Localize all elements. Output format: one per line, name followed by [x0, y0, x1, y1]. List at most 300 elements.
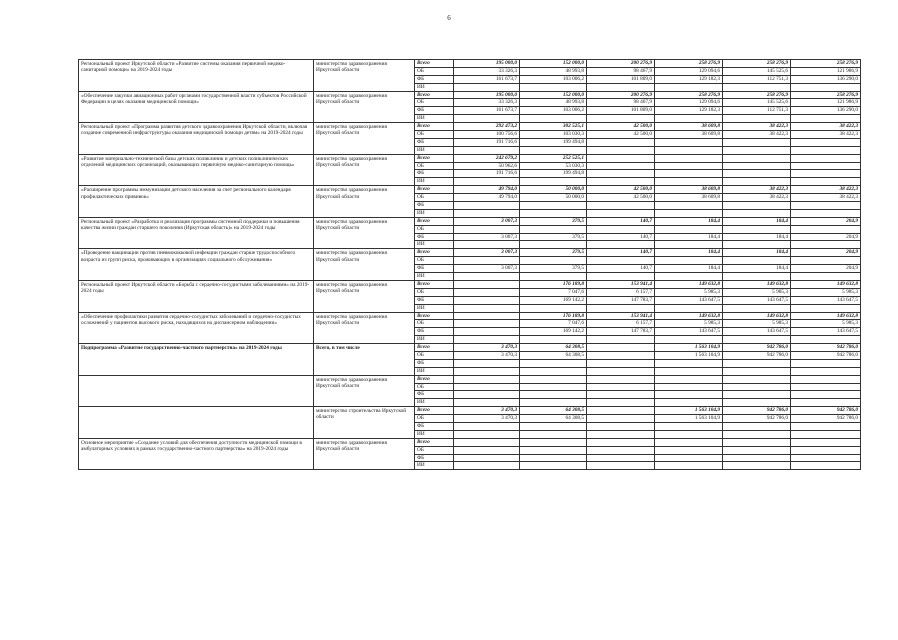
table-row [79, 344, 861, 352]
funding-source-cell: ФБ [415, 170, 454, 178]
activity-name-cell [79, 375, 314, 407]
amount-cell [655, 115, 723, 123]
amount-cell [655, 209, 723, 217]
amount-cell [587, 202, 655, 210]
funding-source-cell: ОБ [415, 383, 454, 391]
amount-cell [520, 178, 587, 186]
amount-cell: 152 000,0 [520, 91, 587, 99]
amount-cell [791, 438, 861, 446]
table-row [79, 407, 861, 415]
amount-cell: 5 985,3 [723, 320, 791, 328]
amount-cell: 184,4 [655, 233, 723, 241]
amount-cell [791, 446, 861, 454]
responsible-executor-cell: министерство здравоохранения Иркутской области [314, 438, 415, 470]
amount-cell [520, 391, 587, 399]
funding-source-cell: Всего [415, 217, 454, 225]
responsible-executor-cell: министерство здравоохранения Иркутской области [314, 312, 415, 344]
amount-cell [723, 391, 791, 399]
amount-cell [723, 146, 791, 154]
amount-cell: 98 467,9 [587, 67, 655, 75]
amount-cell [454, 375, 520, 383]
funding-source-cell: Всего [415, 312, 454, 320]
amount-cell [723, 454, 791, 462]
funding-source-cell: ИИ [415, 273, 454, 281]
amount-cell: 50 000,0 [520, 186, 587, 194]
funding-source-cell: ФБ [415, 328, 454, 336]
amount-cell [454, 178, 520, 186]
amount-cell [520, 304, 587, 312]
amount-cell: 112 751,3 [723, 107, 791, 115]
table-row [79, 312, 861, 320]
amount-cell: 64 308,5 [520, 344, 587, 352]
amount-cell [454, 115, 520, 123]
funding-source-cell: ФБ [415, 107, 454, 115]
funding-source-cell: Всего [415, 249, 454, 257]
amount-cell [723, 138, 791, 146]
amount-cell: 38 422,3 [723, 123, 791, 131]
amount-cell [791, 170, 861, 178]
amount-cell [587, 241, 655, 249]
amount-cell: 38 609,8 [655, 131, 723, 139]
amount-cell [520, 430, 587, 438]
amount-cell [655, 225, 723, 233]
amount-cell [723, 115, 791, 123]
amount-cell [587, 257, 655, 265]
amount-cell: 143 647,5 [791, 296, 861, 304]
amount-cell [655, 399, 723, 407]
amount-cell [587, 162, 655, 170]
amount-cell: 121 986,9 [791, 99, 861, 107]
amount-cell: 64 308,5 [520, 351, 587, 359]
amount-cell: 145 525,6 [723, 99, 791, 107]
funding-source-cell: Всего [415, 344, 454, 352]
funding-source-cell: ФБ [415, 391, 454, 399]
amount-cell: 140,7 [587, 249, 655, 257]
amount-cell [454, 312, 520, 320]
funding-source-cell: ФБ [415, 138, 454, 146]
amount-cell [791, 138, 861, 146]
amount-cell: 3 470,3 [454, 407, 520, 415]
amount-cell: 942 786,0 [723, 407, 791, 415]
amount-cell: 3 470,3 [454, 415, 520, 423]
activity-name-cell: «Расширение программы иммунизации детского населения за счет регионального календаря профилактических прививок» [79, 186, 314, 218]
amount-cell [520, 225, 587, 233]
amount-cell [587, 415, 655, 423]
amount-cell [791, 399, 861, 407]
funding-source-cell: Всего [415, 438, 454, 446]
amount-cell [454, 446, 520, 454]
amount-cell [791, 359, 861, 367]
amount-cell [587, 462, 655, 470]
amount-cell [454, 367, 520, 375]
funding-source-cell: ОБ [415, 67, 454, 75]
amount-cell: 191 716,6 [454, 170, 520, 178]
amount-cell [454, 359, 520, 367]
activity-name-cell: «Проведение вакцинации против пневмококковой инфекции граждан старше трудоспособного возраста из групп риска, проживающих в организациях социального обслуживания» [79, 249, 314, 281]
amount-cell [587, 178, 655, 186]
amount-cell: 149 632,8 [655, 280, 723, 288]
amount-cell: 6 157,7 [587, 288, 655, 296]
amount-cell: 53 030,3 [520, 162, 587, 170]
amount-cell [655, 273, 723, 281]
amount-cell [655, 430, 723, 438]
amount-cell [587, 273, 655, 281]
amount-cell: 200 276,9 [587, 91, 655, 99]
amount-cell: 169 142,2 [520, 296, 587, 304]
amount-cell: 38 422,3 [723, 186, 791, 194]
amount-cell [587, 351, 655, 359]
amount-cell: 143 647,5 [655, 328, 723, 336]
amount-cell: 149 632,8 [791, 312, 861, 320]
amount-cell [587, 375, 655, 383]
amount-cell [454, 320, 520, 328]
amount-cell: 204,9 [791, 265, 861, 273]
table-row [79, 375, 861, 383]
amount-cell: 942 786,0 [723, 351, 791, 359]
amount-cell: 121 986,9 [791, 67, 861, 75]
funding-source-cell: Всего [415, 60, 454, 68]
amount-cell: 38 609,8 [655, 194, 723, 202]
funding-source-cell: ОБ [415, 351, 454, 359]
amount-cell [587, 454, 655, 462]
amount-cell [520, 241, 587, 249]
funding-source-cell: ИИ [415, 399, 454, 407]
funding-source-cell: ИИ [415, 304, 454, 312]
amount-cell: 200 276,9 [587, 60, 655, 68]
amount-cell [723, 462, 791, 470]
amount-cell [454, 454, 520, 462]
funding-source-cell: Всего [415, 375, 454, 383]
amount-cell: 38 422,3 [791, 186, 861, 194]
amount-cell: 7 047,6 [520, 320, 587, 328]
amount-cell: 184,4 [655, 265, 723, 273]
amount-cell [454, 422, 520, 430]
funding-source-cell: ФБ [415, 265, 454, 273]
amount-cell [655, 438, 723, 446]
amount-cell [454, 288, 520, 296]
amount-cell [655, 83, 723, 91]
amount-cell [520, 257, 587, 265]
amount-cell [520, 462, 587, 470]
amount-cell [655, 138, 723, 146]
amount-cell [454, 462, 520, 470]
amount-cell [791, 430, 861, 438]
amount-cell [723, 154, 791, 162]
amount-cell: 942 786,0 [791, 344, 861, 352]
activity-name-cell: Региональный проект «Программа развития детского здравоохранения Иркутской области, включая создание современной инфраструктуры оказания медицинской помощи детям» на 2019-2024 годы [79, 123, 314, 155]
amount-cell [791, 241, 861, 249]
amount-cell [587, 422, 655, 430]
amount-cell: 184,4 [723, 217, 791, 225]
amount-cell: 153 941,4 [587, 312, 655, 320]
amount-cell [587, 170, 655, 178]
amount-cell [723, 399, 791, 407]
amount-cell [587, 446, 655, 454]
amount-cell: 129 182,3 [655, 107, 723, 115]
amount-cell [723, 375, 791, 383]
amount-cell: 1 563 104,9 [655, 351, 723, 359]
funding-source-cell: ОБ [415, 415, 454, 423]
amount-cell [723, 225, 791, 233]
amount-cell [723, 273, 791, 281]
amount-cell: 3 470,3 [454, 344, 520, 352]
amount-cell [587, 83, 655, 91]
amount-cell: 184,4 [655, 249, 723, 257]
amount-cell [791, 115, 861, 123]
amount-cell: 1 563 104,9 [655, 407, 723, 415]
amount-cell [587, 438, 655, 446]
amount-cell: 199 494,8 [520, 170, 587, 178]
amount-cell: 5 985,3 [655, 288, 723, 296]
amount-cell [723, 304, 791, 312]
amount-cell: 252 525,1 [520, 154, 587, 162]
amount-cell: 942 786,0 [791, 351, 861, 359]
responsible-executor-cell: министерство здравоохранения Иркутской области [314, 186, 415, 218]
amount-cell: 49 794,0 [454, 186, 520, 194]
amount-cell [723, 257, 791, 265]
responsible-executor-cell: министерство здравоохранения Иркутской области [314, 91, 415, 123]
funding-source-cell: ИИ [415, 83, 454, 91]
amount-cell [520, 383, 587, 391]
amount-cell: 143 647,5 [723, 296, 791, 304]
funding-source-cell: Всего [415, 407, 454, 415]
funding-source-cell: ОБ [415, 194, 454, 202]
amount-cell: 161 673,7 [454, 107, 520, 115]
amount-cell: 258 276,9 [723, 60, 791, 68]
amount-cell: 38 609,8 [655, 186, 723, 194]
amount-cell: 64 308,5 [520, 415, 587, 423]
amount-cell: 258 276,9 [791, 60, 861, 68]
amount-cell: 48 993,8 [520, 67, 587, 75]
amount-cell: 147 783,7 [587, 296, 655, 304]
funding-source-cell: ОБ [415, 99, 454, 107]
amount-cell: 3 470,3 [454, 351, 520, 359]
amount-cell: 204,9 [791, 217, 861, 225]
amount-cell: 49 794,0 [454, 194, 520, 202]
amount-cell: 1 563 104,9 [655, 344, 723, 352]
amount-cell: 7 047,6 [520, 288, 587, 296]
amount-cell: 103 006,2 [520, 107, 587, 115]
amount-cell: 38 422,3 [791, 123, 861, 131]
funding-source-cell: Всего [415, 186, 454, 194]
amount-cell [587, 336, 655, 344]
funding-source-cell: Всего [415, 91, 454, 99]
amount-cell [520, 446, 587, 454]
amount-cell [587, 359, 655, 367]
amount-cell [454, 336, 520, 344]
table-row [79, 123, 861, 131]
amount-cell: 292 473,2 [454, 123, 520, 131]
funding-source-cell: Всего [415, 280, 454, 288]
responsible-executor-cell: министерство здравоохранения Иркутской области [314, 123, 415, 155]
amount-cell: 50 962,6 [454, 162, 520, 170]
amount-cell: 5 985,3 [791, 320, 861, 328]
amount-cell: 242 679,2 [454, 154, 520, 162]
amount-cell [655, 170, 723, 178]
amount-cell: 199 494,8 [520, 138, 587, 146]
activity-name-cell: «Обеспечение профилактики развития сердечно-сосудистых заболеваний и сердечно-сосудистых осложнений у пациентов высокого риска, находящихся на диспансерном наблюдении» [79, 312, 314, 344]
funding-source-cell: ФБ [415, 296, 454, 304]
amount-cell [520, 454, 587, 462]
amount-cell: 258 276,9 [791, 91, 861, 99]
amount-cell: 112 751,3 [723, 75, 791, 83]
amount-cell [655, 304, 723, 312]
amount-cell: 204,9 [791, 233, 861, 241]
amount-cell [723, 162, 791, 170]
amount-cell [655, 462, 723, 470]
amount-cell: 98 467,9 [587, 99, 655, 107]
amount-cell [655, 422, 723, 430]
table-row [79, 154, 861, 162]
amount-cell [454, 202, 520, 210]
amount-cell: 184,4 [723, 249, 791, 257]
funding-source-cell: ИИ [415, 336, 454, 344]
amount-cell: 204,9 [791, 249, 861, 257]
amount-cell [520, 422, 587, 430]
amount-cell [723, 241, 791, 249]
amount-cell [723, 83, 791, 91]
amount-cell: 5 985,3 [723, 288, 791, 296]
amount-cell [587, 407, 655, 415]
amount-cell [454, 399, 520, 407]
responsible-executor-cell: министерство здравоохранения Иркутской области [314, 154, 415, 186]
amount-cell [723, 430, 791, 438]
amount-cell [454, 225, 520, 233]
amount-cell: 64 308,5 [520, 407, 587, 415]
activity-name-cell: Региональный проект Иркутской области «Борьба с сердечно-сосудистыми заболеваниями» на 2019-2024 годы [79, 280, 314, 312]
amount-cell: 38 422,3 [791, 131, 861, 139]
amount-cell [454, 383, 520, 391]
amount-cell: 136 290,0 [791, 75, 861, 83]
funding-source-cell: ФБ [415, 202, 454, 210]
amount-cell [454, 280, 520, 288]
activity-name-cell: Региональный проект Иркутской области «Развитие системы оказания первичной медико-санитарной помощи» на 2019-2024 годы [79, 60, 314, 92]
funding-source-cell: Всего [415, 154, 454, 162]
amount-cell [655, 154, 723, 162]
amount-cell: 153 941,4 [587, 280, 655, 288]
amount-cell [587, 154, 655, 162]
amount-cell [791, 83, 861, 91]
funding-source-cell: ФБ [415, 359, 454, 367]
funding-source-cell: ИИ [415, 367, 454, 375]
amount-cell: 140,7 [587, 217, 655, 225]
amount-cell [520, 146, 587, 154]
amount-cell: 258 276,9 [655, 60, 723, 68]
amount-cell [587, 304, 655, 312]
amount-cell: 184,4 [655, 217, 723, 225]
amount-cell [723, 446, 791, 454]
amount-cell: 176 189,8 [520, 280, 587, 288]
amount-cell [587, 344, 655, 352]
amount-cell [655, 454, 723, 462]
amount-cell [655, 391, 723, 399]
amount-cell [587, 138, 655, 146]
amount-cell: 42 500,0 [587, 194, 655, 202]
table-row [79, 186, 861, 194]
activity-name-cell: Подпрограмма «Развитие государственно-частного партнерства» на 2019-2024 годы [79, 344, 314, 376]
amount-cell [454, 83, 520, 91]
funding-source-cell: Всего [415, 123, 454, 131]
funding-source-cell: ИИ [415, 178, 454, 186]
amount-cell: 5 985,3 [791, 288, 861, 296]
amount-cell [791, 454, 861, 462]
amount-cell: 942 786,0 [791, 407, 861, 415]
funding-source-cell: ИИ [415, 430, 454, 438]
amount-cell: 140,7 [587, 265, 655, 273]
amount-cell: 149 632,8 [723, 312, 791, 320]
amount-cell [587, 391, 655, 399]
amount-cell [791, 146, 861, 154]
table-row [79, 91, 861, 99]
amount-cell: 3 007,3 [454, 265, 520, 273]
amount-cell [587, 383, 655, 391]
amount-cell [655, 146, 723, 154]
amount-cell [587, 115, 655, 123]
funding-source-cell: ФБ [415, 454, 454, 462]
amount-cell [723, 170, 791, 178]
funding-source-cell: ИИ [415, 241, 454, 249]
amount-cell: 140,7 [587, 233, 655, 241]
amount-cell: 48 993,8 [520, 99, 587, 107]
amount-cell: 379,5 [520, 265, 587, 273]
amount-cell [655, 162, 723, 170]
amount-cell [723, 209, 791, 217]
amount-cell [520, 367, 587, 375]
amount-cell [723, 336, 791, 344]
funding-source-cell: ОБ [415, 320, 454, 328]
amount-cell: 38 422,3 [723, 131, 791, 139]
amount-cell: 3 007,3 [454, 217, 520, 225]
amount-cell [520, 202, 587, 210]
responsible-executor-cell: министерство здравоохранения Иркутской области [314, 249, 415, 281]
amount-cell: 191 716,6 [454, 138, 520, 146]
amount-cell [520, 209, 587, 217]
table-row [79, 60, 861, 68]
amount-cell [520, 336, 587, 344]
amount-cell [723, 359, 791, 367]
amount-cell [655, 375, 723, 383]
amount-cell: 149 632,8 [791, 280, 861, 288]
amount-cell [655, 359, 723, 367]
amount-cell [520, 375, 587, 383]
funding-source-cell: ОБ [415, 162, 454, 170]
funding-source-cell: ИИ [415, 209, 454, 217]
amount-cell [454, 438, 520, 446]
amount-cell [791, 257, 861, 265]
funding-source-cell: ОБ [415, 225, 454, 233]
amount-cell [520, 273, 587, 281]
amount-cell: 129 182,3 [655, 75, 723, 83]
amount-cell: 5 985,3 [655, 320, 723, 328]
amount-cell: 1 563 104,9 [655, 415, 723, 423]
amount-cell [791, 336, 861, 344]
amount-cell: 38 609,8 [655, 123, 723, 131]
amount-cell [520, 115, 587, 123]
funding-source-cell: ИИ [415, 146, 454, 154]
amount-cell [791, 422, 861, 430]
amount-cell: 145 525,6 [723, 67, 791, 75]
responsible-executor-cell: Всего, в том числе [314, 344, 415, 376]
amount-cell: 143 647,5 [791, 328, 861, 336]
amount-cell: 149 632,8 [723, 280, 791, 288]
amount-cell [454, 328, 520, 336]
funding-source-cell: ИИ [415, 462, 454, 470]
amount-cell: 143 647,5 [723, 328, 791, 336]
amount-cell: 152 000,0 [520, 60, 587, 68]
amount-cell [454, 209, 520, 217]
amount-cell: 379,5 [520, 217, 587, 225]
amount-cell: 942 786,0 [791, 415, 861, 423]
